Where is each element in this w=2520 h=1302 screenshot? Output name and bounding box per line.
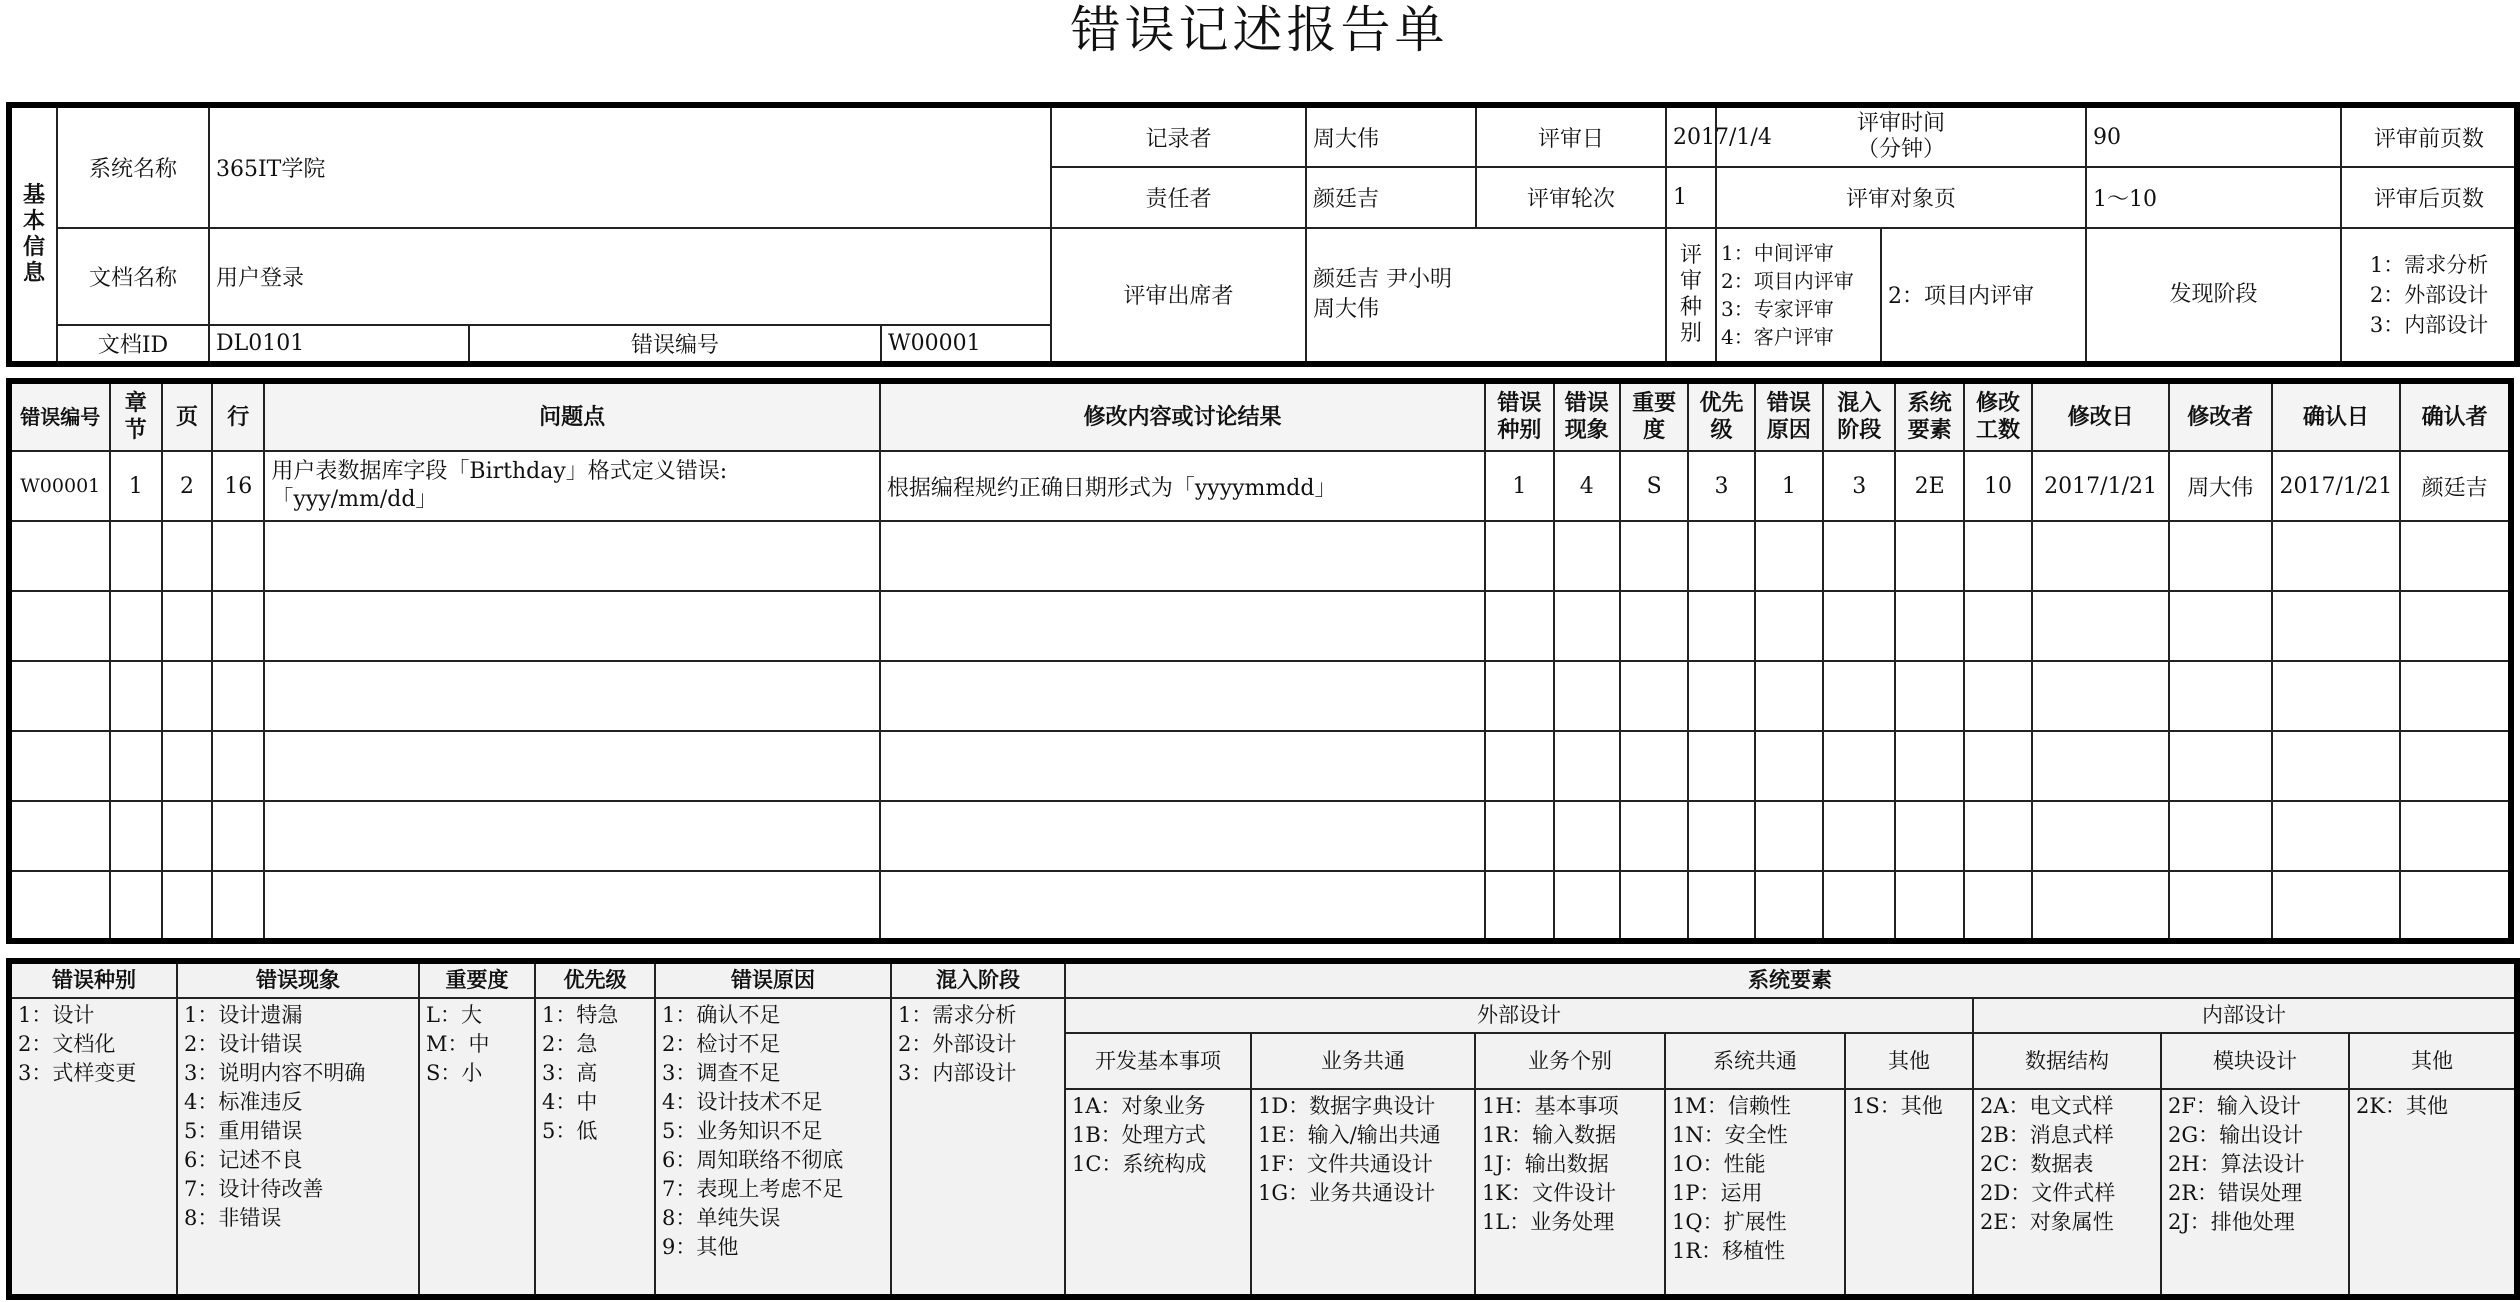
legend-item: 2C：数据表	[1980, 1152, 2094, 1176]
legend-importance-title: 重要度	[419, 961, 535, 998]
header-cell: 系统要素	[1895, 381, 1963, 451]
attendees-value	[1306, 228, 1666, 364]
attendees-line: 颜廷吉 尹小明	[1313, 266, 1453, 292]
owner-label: 责任者	[1051, 167, 1306, 227]
legend-priority-title: 优先级	[535, 961, 655, 998]
system-col-list	[1475, 1089, 1665, 1297]
system-col-list	[1665, 1089, 1845, 1297]
system-col-list	[2349, 1089, 2517, 1297]
legend-item: 1P：运用	[1672, 1181, 1763, 1205]
basic-info-section-label: 基本信息	[9, 105, 57, 364]
cell-effort: 10	[1964, 451, 2032, 521]
legend-item: 1C：系统构成	[1072, 1152, 1207, 1176]
header-cell: 错误现象	[1554, 381, 1620, 451]
legend-item: 1H：基本事项	[1482, 1094, 1619, 1118]
legend-item: 1F：文件共通设计	[1258, 1152, 1433, 1176]
pages-before-label: 评审前页数	[2341, 105, 2517, 167]
legend-item: 1Q：扩展性	[1672, 1210, 1787, 1234]
recorder-label: 记录者	[1051, 105, 1306, 167]
cell-fix: 根据编程规约正确日期形式为「yyyymmdd」	[880, 451, 1485, 521]
legend-item: 1D：数据字典设计	[1258, 1094, 1436, 1118]
system-col-list	[1845, 1089, 1973, 1297]
legend-item: 1O：性能	[1672, 1152, 1766, 1176]
legend-item: 3：说明内容不明确	[184, 1061, 366, 1085]
review-date-label: 评审日	[1476, 105, 1666, 167]
legend-item: 2J：排他处理	[2168, 1210, 2295, 1234]
header-cell: 修改工数	[1964, 381, 2032, 451]
legend-item: 2A：电文式样	[1980, 1094, 2114, 1118]
system-col-title: 模块设计	[2161, 1033, 2349, 1089]
legend-item: 7：设计待改善	[184, 1177, 324, 1201]
legend-item: 1L：业务处理	[1482, 1210, 1615, 1234]
legend-item: M：中	[426, 1032, 490, 1056]
legend-item: 1N：安全性	[1672, 1123, 1788, 1147]
system-col-title: 业务共通	[1251, 1033, 1475, 1089]
owner-value: 颜廷吉	[1306, 167, 1476, 227]
legend-item: 1：设计遗漏	[184, 1003, 303, 1027]
header-cell: 优先级	[1688, 381, 1754, 451]
legend-cause-list	[655, 998, 891, 1297]
review-type-options	[1716, 228, 1881, 364]
header-cell: 确认者	[2400, 381, 2511, 451]
legend-cause-title: 错误原因	[655, 961, 891, 998]
legend-item: 1B：处理方式	[1072, 1123, 1206, 1147]
attendees-label: 评审出席者	[1051, 228, 1306, 364]
legend-item: 2F：输入设计	[2168, 1094, 2301, 1118]
header-cell: 行	[212, 381, 264, 451]
legend-item: S：小	[426, 1061, 483, 1085]
doc-id-value: DL0101	[209, 325, 469, 364]
header-cell: 章节	[110, 381, 162, 451]
legend-system-title: 系统要素	[1065, 961, 2517, 998]
doc-id-label: 文档ID	[57, 325, 209, 364]
review-type-value: 2：项目内评审	[1881, 228, 2086, 364]
legend-item: 2D：文件式样	[1980, 1181, 2116, 1205]
header-cell: 错误种别	[1485, 381, 1553, 451]
cell-error-type: 1	[1485, 451, 1553, 521]
review-type-option: 1：中间评审	[1721, 240, 1834, 265]
header-cell: 重要度	[1620, 381, 1688, 451]
error-table-header-row	[9, 381, 2511, 451]
cell-fixer: 周大伟	[2169, 451, 2272, 521]
cell-page: 2	[162, 451, 212, 521]
cell-line: 16	[212, 451, 264, 521]
phase-label: 发现阶段	[2086, 228, 2341, 364]
page-title: 错误记述报告单	[1070, 1, 1449, 59]
error-no-value: W00001	[881, 325, 1051, 364]
legend-item: 1G：业务共通设计	[1258, 1181, 1436, 1205]
table-row	[9, 661, 2511, 731]
legend-item: 2K：其他	[2356, 1094, 2449, 1118]
error-no-label: 错误编号	[469, 325, 881, 364]
system-col-title: 数据结构	[1973, 1033, 2161, 1089]
legend-item: 1R：输入数据	[1482, 1123, 1617, 1147]
legend-item: 2：检讨不足	[662, 1032, 781, 1056]
table-row	[9, 521, 2511, 591]
legend-item: 4：中	[542, 1090, 598, 1114]
legend-item: 1R：移植性	[1672, 1239, 1786, 1263]
cell-error-no: W00001	[9, 451, 110, 521]
legend-item: 2H：算法设计	[2168, 1152, 2305, 1176]
legend-item: 3：式样变更	[18, 1061, 137, 1085]
recorder-value: 周大伟	[1306, 105, 1476, 167]
system-col-list	[2161, 1089, 2349, 1297]
legend-item: 4：设计技术不足	[662, 1090, 823, 1114]
legend-item: 1K：文件设计	[1482, 1181, 1617, 1205]
legend-item: 3：调查不足	[662, 1061, 781, 1085]
cell-cause: 1	[1755, 451, 1823, 521]
legend-item: 1：需求分析	[898, 1003, 1017, 1027]
header-cell: 错误编号	[9, 381, 110, 451]
legend-item: 2：设计错误	[184, 1032, 303, 1056]
error-records-table	[6, 378, 2514, 944]
header-cell: 问题点	[264, 381, 879, 451]
legend-item: 2：急	[542, 1032, 598, 1056]
system-col-list	[1973, 1089, 2161, 1297]
legend-phase-list	[891, 998, 1065, 1297]
system-col-list	[1065, 1089, 1251, 1297]
header-cell: 混入阶段	[1823, 381, 1895, 451]
legend-item: L：大	[426, 1003, 482, 1027]
review-round-value: 1	[1666, 167, 1716, 227]
header-cell: 确认日	[2272, 381, 2401, 451]
system-col-title: 系统共通	[1665, 1033, 1845, 1089]
legend-item: 6：周知联络不彻底	[662, 1148, 844, 1172]
legend-priority-list	[535, 998, 655, 1297]
legend-internal-design: 内部设计	[1973, 998, 2517, 1033]
legend-item: 1：设计	[18, 1003, 95, 1027]
pages-after-label: 评审后页数	[2341, 167, 2517, 227]
system-name-value: 365IT学院	[209, 105, 1051, 228]
attendees-line: 周大伟	[1313, 296, 1380, 322]
legend-item: 5：重用错误	[184, 1119, 303, 1143]
legend-phenomenon-title: 错误现象	[177, 961, 419, 998]
table-row	[9, 801, 2511, 871]
header-cell: 修改者	[2169, 381, 2272, 451]
legend-item: 2：文档化	[18, 1032, 116, 1056]
system-col-list	[1251, 1089, 1475, 1297]
legend-external-design: 外部设计	[1065, 998, 1973, 1033]
phase-option: 3：内部设计	[2369, 312, 2489, 337]
cell-problem: 用户表数据库字段「Birthday」格式定义错误:「yyy/mm/dd」	[264, 451, 879, 521]
review-date-value: 2017/1/4	[1666, 105, 1716, 167]
table-row	[9, 871, 2511, 941]
review-type-option: 2：项目内评审	[1721, 268, 1854, 293]
legend-item: 5：低	[542, 1119, 598, 1143]
cell-importance: S	[1620, 451, 1688, 521]
legend-item: 1：特急	[542, 1003, 619, 1027]
header-cell: 页	[162, 381, 212, 451]
phase-option: 1：需求分析	[2369, 252, 2489, 277]
legend-item: 1J：输出数据	[1482, 1152, 1609, 1176]
cell-phenomenon: 4	[1554, 451, 1620, 521]
cell-phase: 3	[1823, 451, 1895, 521]
system-col-title: 其他	[2349, 1033, 2517, 1089]
cell-confirmer: 颜廷吉	[2400, 451, 2511, 521]
legend-item: 6：记述不良	[184, 1148, 303, 1172]
legend-item: 2：外部设计	[898, 1032, 1017, 1056]
doc-name-value: 用户登录	[209, 228, 1051, 325]
review-time-value: 90	[2086, 105, 2341, 167]
phase-option: 2：外部设计	[2369, 282, 2489, 307]
review-type-label: 评审种别	[1666, 228, 1716, 364]
legend-item: 7：表现上考虑不足	[662, 1177, 844, 1201]
legend-item: 1S：其他	[1852, 1094, 1943, 1118]
legend-item: 2G：输出设计	[2168, 1123, 2304, 1147]
header-cell: 修改日	[2032, 381, 2169, 451]
legend-item: 1：确认不足	[662, 1003, 781, 1027]
legend-item: 5：业务知识不足	[662, 1119, 823, 1143]
legend-item: 3：高	[542, 1061, 598, 1085]
legend-error-type-title: 错误种别	[9, 961, 177, 998]
table-row	[9, 731, 2511, 801]
phase-options	[2341, 228, 2517, 364]
legend-item: 2R：错误处理	[2168, 1181, 2303, 1205]
legend-item: 1A：对象业务	[1072, 1094, 1206, 1118]
review-type-option: 3：专家评审	[1721, 296, 1834, 321]
legend-importance-list	[419, 998, 535, 1297]
legend-item: 3：内部设计	[898, 1061, 1017, 1085]
legend-table	[6, 958, 2520, 1300]
review-time-label: 评审时间 （分钟）	[1716, 105, 2086, 167]
legend-item: 8：非错误	[184, 1206, 282, 1230]
doc-name-label: 文档名称	[57, 228, 209, 325]
table-row	[9, 451, 2511, 521]
table-row	[9, 591, 2511, 661]
legend-item: 1E：输入/输出共通	[1258, 1123, 1441, 1147]
legend-error-type-list	[9, 998, 177, 1297]
legend-phase-title: 混入阶段	[891, 961, 1065, 998]
system-col-title: 其他	[1845, 1033, 1973, 1089]
system-col-title: 业务个别	[1475, 1033, 1665, 1089]
cell-system: 2E	[1895, 451, 1963, 521]
legend-phenomenon-list	[177, 998, 419, 1297]
system-col-title: 开发基本事项	[1065, 1033, 1251, 1089]
review-pages-label: 评审对象页	[1716, 167, 2086, 227]
cell-chapter: 1	[110, 451, 162, 521]
legend-item: 1M：信赖性	[1672, 1094, 1791, 1118]
header-cell: 修改内容或讨论结果	[880, 381, 1485, 451]
legend-item: 2B：消息式样	[1980, 1123, 2114, 1147]
basic-info-table	[6, 102, 2520, 367]
header-cell: 错误原因	[1755, 381, 1823, 451]
legend-item: 8：单纯失误	[662, 1206, 781, 1230]
cell-confirm-date: 2017/1/21	[2272, 451, 2401, 521]
cell-fix-date: 2017/1/21	[2032, 451, 2169, 521]
review-type-option: 4：客户评审	[1721, 324, 1834, 349]
cell-priority: 3	[1688, 451, 1754, 521]
review-round-label: 评审轮次	[1476, 167, 1666, 227]
legend-item: 2E：对象属性	[1980, 1210, 2114, 1234]
legend-item: 9：其他	[662, 1235, 739, 1259]
review-pages-value: 1～10	[2086, 167, 2341, 227]
legend-item: 4：标准违反	[184, 1090, 303, 1114]
system-name-label: 系统名称	[57, 105, 209, 228]
